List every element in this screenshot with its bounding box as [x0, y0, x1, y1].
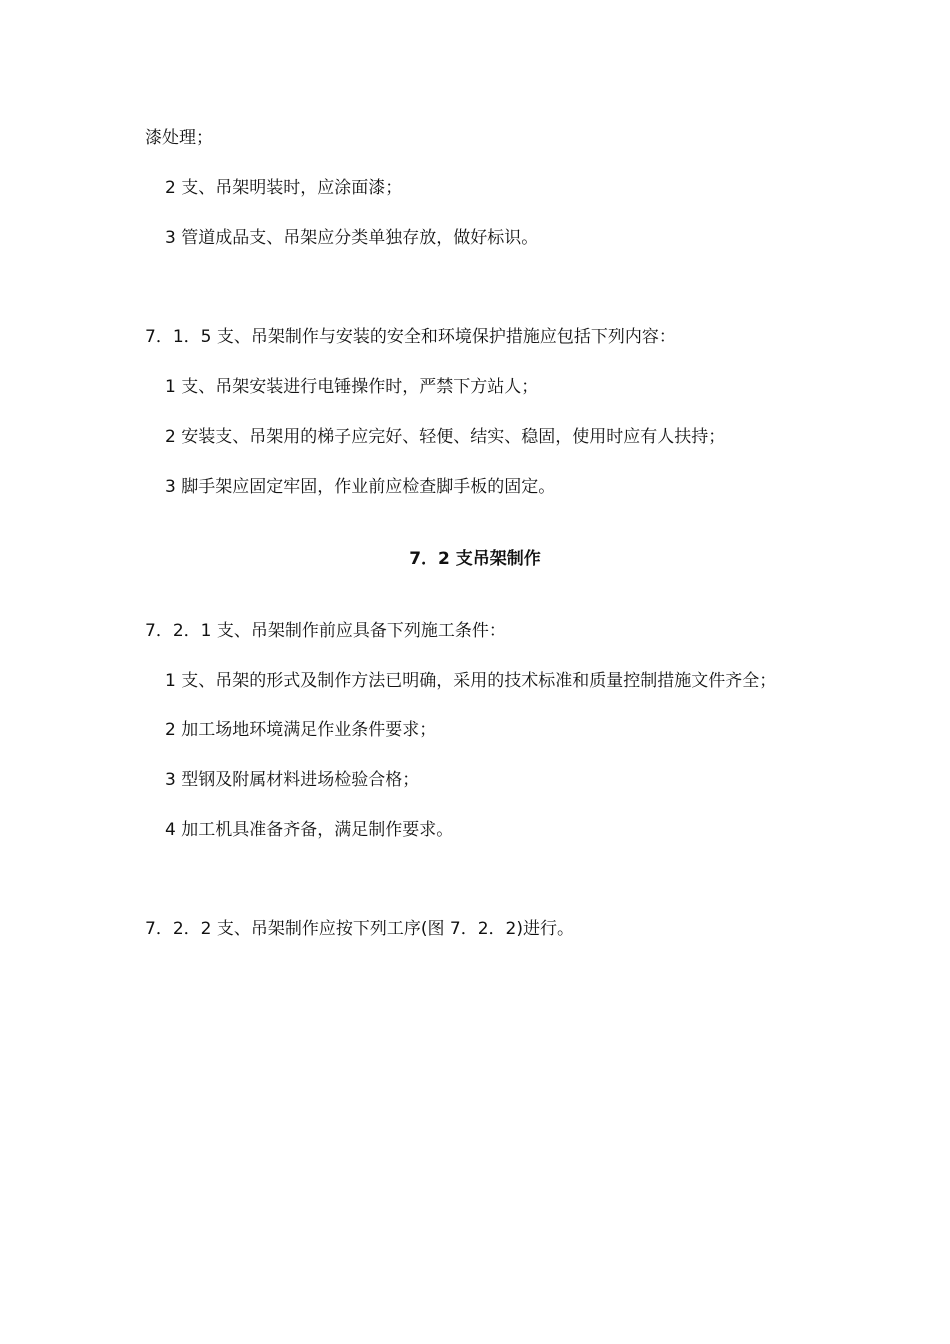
list-item: 3 管道成品支、吊架应分类单独存放，做好标识。: [165, 228, 539, 248]
section-title-7-2: 7．2 支吊架制作: [409, 549, 541, 569]
list-item: 1 支、吊架的形式及制作方法已明确，采用的技术标准和质量控制措施文件齐全；: [165, 671, 777, 691]
clause-heading-7-2-1: 7．2．1 支、吊架制作前应具备下列施工条件：: [145, 621, 506, 641]
list-item: 3 脚手架应固定牢固，作业前应检查脚手板的固定。: [165, 477, 556, 497]
list-item: 2 支、吊架明装时，应涂面漆；: [165, 178, 403, 198]
clause-heading-7-1-5: 7．1．5 支、吊架制作与安装的安全和环境保护措施应包括下列内容：: [145, 327, 676, 347]
list-item: 4 加工机具准备齐备，满足制作要求。: [165, 820, 454, 840]
continuation-text: 漆处理；: [145, 128, 213, 148]
list-item: 3 型钢及附属材料进场检验合格；: [165, 770, 420, 790]
list-item: 2 安装支、吊架用的梯子应完好、轻便、结实、稳固，使用时应有人扶持；: [165, 427, 726, 447]
list-item: 2 加工场地环境满足作业条件要求；: [165, 720, 437, 740]
clause-heading-7-2-2: 7．2．2 支、吊架制作应按下列工序(图 7．2．2)进行。: [145, 919, 574, 939]
list-item: 1 支、吊架安装进行电锤操作时，严禁下方站人；: [165, 377, 539, 397]
